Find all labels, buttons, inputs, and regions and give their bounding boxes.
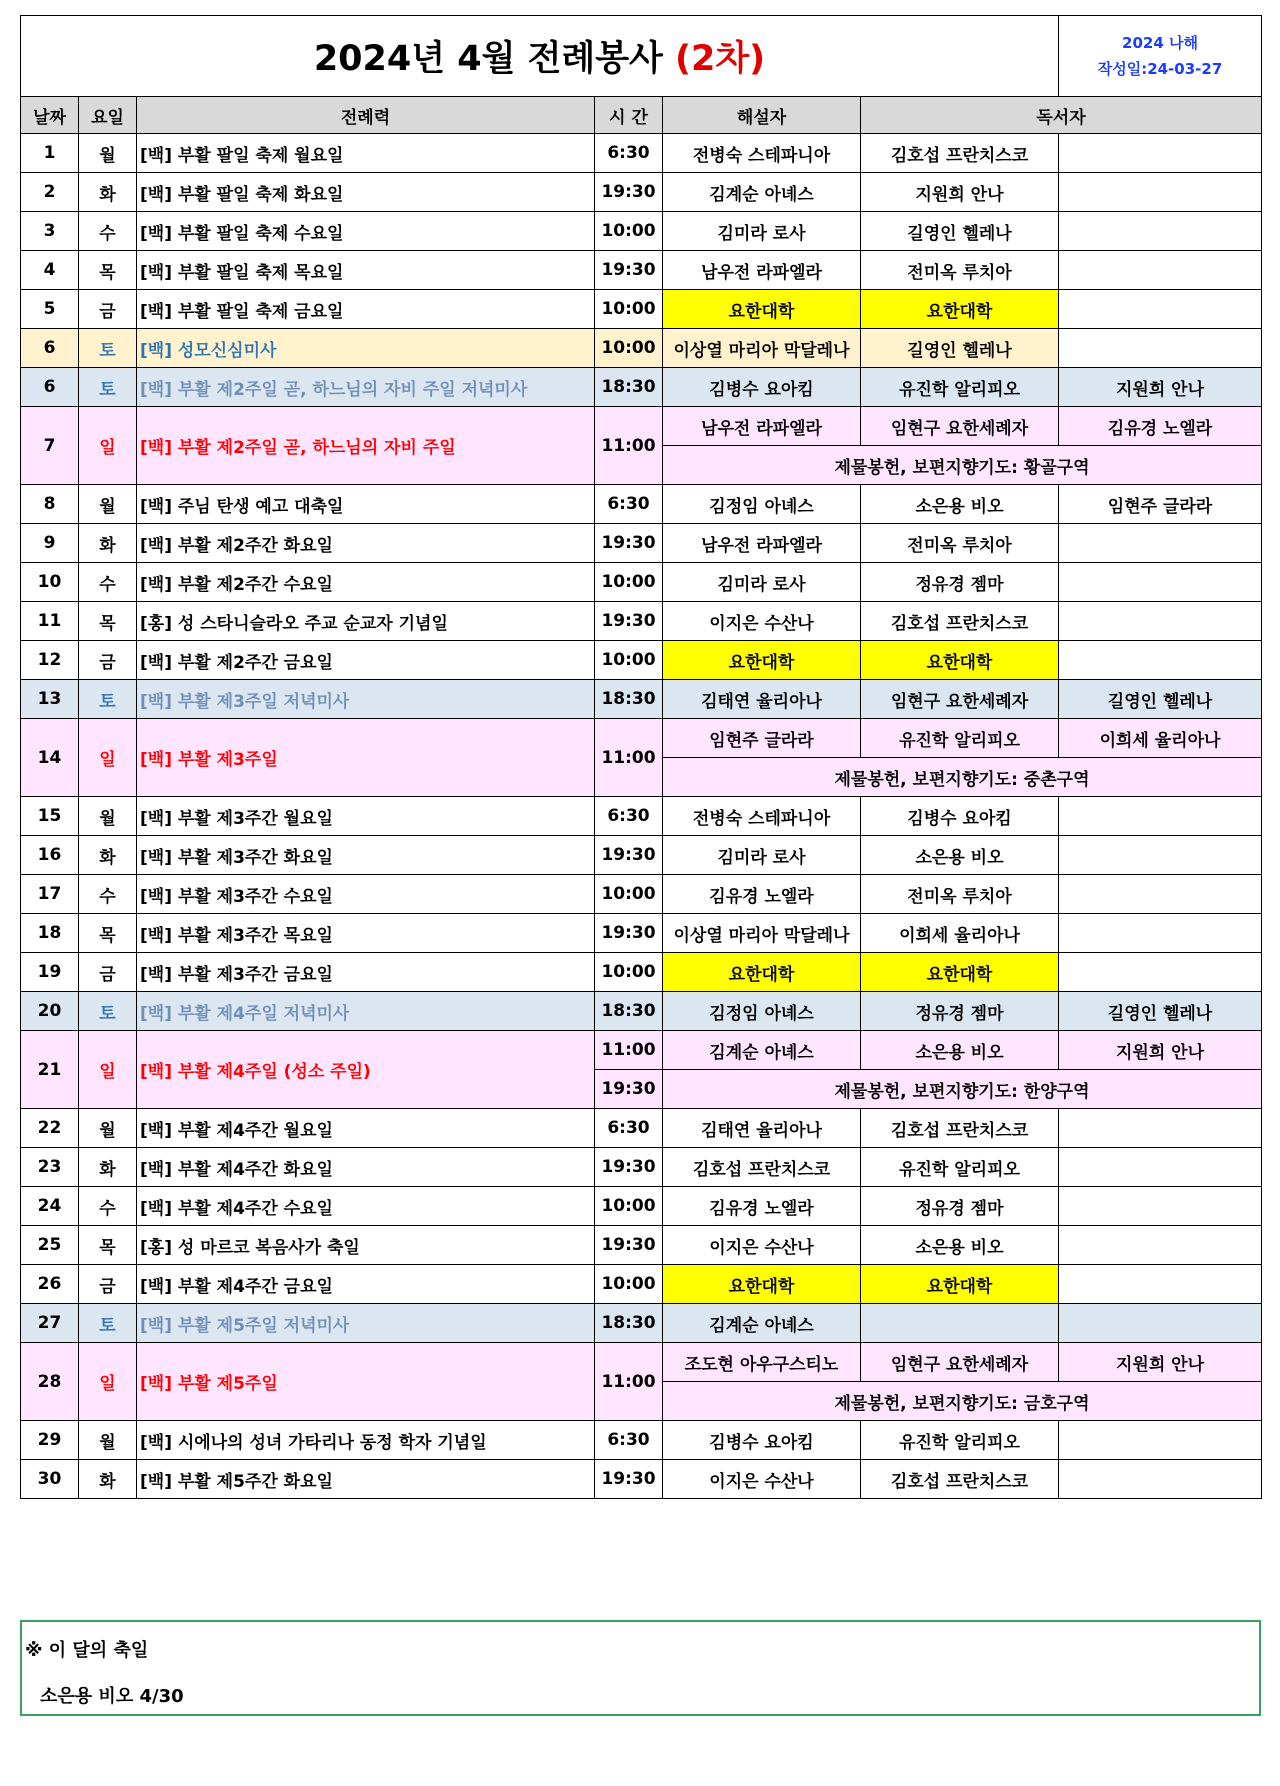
time-cell: 19:30 (595, 1226, 663, 1265)
date-cell: 24 (21, 1187, 79, 1226)
liturgy-cell: [백] 시에나의 성녀 가타리나 동정 학자 기념일 (137, 1421, 595, 1460)
reader2-cell (1059, 173, 1262, 212)
reader2-cell (1059, 563, 1262, 602)
reader1-cell: 김호섭 프란치스코 (861, 602, 1059, 641)
liturgy-cell: [백] 부활 팔일 축제 수요일 (137, 212, 595, 251)
commentator-cell: 전병숙 스테파니아 (663, 797, 861, 836)
table-row (21, 173, 1262, 212)
col-date: 날짜 (21, 97, 79, 134)
reader1-cell: 유진학 알리피오 (861, 368, 1059, 407)
table-row (21, 407, 1262, 446)
date-cell: 16 (21, 836, 79, 875)
commentator-cell: 김계순 아녜스 (663, 173, 861, 212)
reader1-cell: 소은용 비오 (861, 836, 1059, 875)
col-reader: 독서자 (861, 97, 1262, 134)
commentator-cell: 이지은 수산나 (663, 1460, 861, 1499)
meta-box (1059, 16, 1262, 97)
commentator-cell: 김유경 노엘라 (663, 1187, 861, 1226)
col-liturgy: 전례력 (137, 97, 595, 134)
weekday-cell: 수 (79, 1187, 137, 1226)
reader1-cell: 유진학 알리피오 (861, 1421, 1059, 1460)
reader2-cell: 길영인 헬레나 (1059, 680, 1262, 719)
weekday-cell: 화 (79, 173, 137, 212)
reader2-cell: 임현주 글라라 (1059, 485, 1262, 524)
weekday-cell: 목 (79, 251, 137, 290)
reader2-cell (1059, 1109, 1262, 1148)
commentator-cell: 요한대학 (663, 1265, 861, 1304)
liturgy-cell: [백] 부활 제4주간 월요일 (137, 1109, 595, 1148)
commentator-cell: 요한대학 (663, 290, 861, 329)
reader2-cell (1059, 1265, 1262, 1304)
time-cell: 10:00 (595, 1265, 663, 1304)
liturgy-cell: [백] 부활 제2주일 곧, 하느님의 자비 주일 저녁미사 (137, 368, 595, 407)
commentator-cell: 김계순 아녜스 (663, 1304, 861, 1343)
reader1-cell: 김호섭 프란치스코 (861, 1460, 1059, 1499)
liturgy-cell: [백] 부활 제4주간 화요일 (137, 1148, 595, 1187)
liturgy-cell: [백] 부활 제2주간 수요일 (137, 563, 595, 602)
date-cell: 17 (21, 875, 79, 914)
feast-box (20, 1620, 1261, 1716)
weekday-cell: 목 (79, 1226, 137, 1265)
reader1-cell: 김병수 요아킴 (861, 797, 1059, 836)
title-main: 2024년 4월 전례봉사 (313, 39, 663, 79)
table-row (21, 836, 1262, 875)
time-cell: 10:00 (595, 563, 663, 602)
reader1-cell: 김호섭 프란치스코 (861, 134, 1059, 173)
table-row (21, 251, 1262, 290)
date-cell: 22 (21, 1109, 79, 1148)
date-cell: 8 (21, 485, 79, 524)
time-cell: 18:30 (595, 1304, 663, 1343)
reader2-cell (1059, 602, 1262, 641)
time-cell: 19:30 (595, 173, 663, 212)
reader2-cell (1059, 290, 1262, 329)
commentator-cell: 임현주 글라라 (663, 719, 861, 758)
commentator-cell: 김정임 아녜스 (663, 485, 861, 524)
date-cell: 30 (21, 1460, 79, 1499)
liturgy-cell: [백] 부활 제5주일 (137, 1343, 595, 1421)
reader2-cell (1059, 212, 1262, 251)
liturgy-cell: [백] 부활 제5주간 화요일 (137, 1460, 595, 1499)
reader1-cell: 임현구 요한세례자 (861, 1343, 1059, 1382)
col-time: 시 간 (595, 97, 663, 134)
liturgy-cell: [백] 부활 제3주간 월요일 (137, 797, 595, 836)
liturgical-year: 2024 나해 (1122, 34, 1198, 52)
offering-note-cell: 제물봉헌, 보편지향기도: 한양구역 (663, 1070, 1262, 1109)
weekday-cell: 화 (79, 524, 137, 563)
reader1-cell: 임현구 요한세례자 (861, 680, 1059, 719)
reader2-cell (1059, 836, 1262, 875)
reader1-cell: 김호섭 프란치스코 (861, 1109, 1059, 1148)
weekday-cell: 화 (79, 836, 137, 875)
liturgy-cell: [백] 부활 제4주일 저녁미사 (137, 992, 595, 1031)
reader2-cell: 길영인 헬레나 (1059, 992, 1262, 1031)
table-row (21, 680, 1262, 719)
weekday-cell: 일 (79, 719, 137, 797)
table-row (21, 602, 1262, 641)
time-cell: 6:30 (595, 797, 663, 836)
table-row (21, 134, 1262, 173)
reader2-cell (1059, 251, 1262, 290)
commentator-cell: 남우전 라파엘라 (663, 251, 861, 290)
feast-entry: 소은용 비오 4/30 (40, 1686, 184, 1707)
weekday-cell: 토 (79, 992, 137, 1031)
time-cell: 18:30 (595, 368, 663, 407)
reader2-cell (1059, 329, 1262, 368)
weekday-cell: 수 (79, 875, 137, 914)
table-row (21, 524, 1262, 563)
commentator-cell: 김미라 로사 (663, 212, 861, 251)
table-row (21, 290, 1262, 329)
liturgy-cell: [홍] 성 스타니슬라오 주교 순교자 기념일 (137, 602, 595, 641)
table-row (21, 914, 1262, 953)
date-cell: 27 (21, 1304, 79, 1343)
time-cell: 6:30 (595, 134, 663, 173)
date-cell: 23 (21, 1148, 79, 1187)
liturgy-cell: [홍] 성 마르코 복음사가 축일 (137, 1226, 595, 1265)
liturgy-cell: [백] 부활 제3주간 금요일 (137, 953, 595, 992)
reader1-cell: 요한대학 (861, 641, 1059, 680)
time-cell: 11:00 (595, 719, 663, 797)
reader2-cell (1059, 1226, 1262, 1265)
table-row (21, 329, 1262, 368)
commentator-cell: 김태연 율리아나 (663, 680, 861, 719)
offering-note-cell: 제물봉헌, 보편지향기도: 황골구역 (663, 446, 1262, 485)
commentator-cell: 김계순 아녜스 (663, 1031, 861, 1070)
weekday-cell: 목 (79, 602, 137, 641)
table-row (21, 485, 1262, 524)
reader1-cell: 유진학 알리피오 (861, 719, 1059, 758)
column-header-row (21, 97, 1262, 134)
commentator-cell: 김유경 노엘라 (663, 875, 861, 914)
liturgy-cell: [백] 부활 팔일 축제 목요일 (137, 251, 595, 290)
time-cell: 19:30 (595, 1070, 663, 1109)
col-dow: 요일 (79, 97, 137, 134)
weekday-cell: 일 (79, 407, 137, 485)
time-cell: 6:30 (595, 1109, 663, 1148)
time-cell: 19:30 (595, 1148, 663, 1187)
weekday-cell: 일 (79, 1343, 137, 1421)
table-row (21, 212, 1262, 251)
reader1-cell: 지원희 안나 (861, 173, 1059, 212)
time-cell: 11:00 (595, 1031, 663, 1070)
time-cell: 10:00 (595, 290, 663, 329)
weekday-cell: 수 (79, 212, 137, 251)
liturgy-cell: [백] 성모신심미사 (137, 329, 595, 368)
time-cell: 19:30 (595, 914, 663, 953)
reader1-cell: 요한대학 (861, 290, 1059, 329)
date-cell: 25 (21, 1226, 79, 1265)
weekday-cell: 화 (79, 1460, 137, 1499)
date-cell: 4 (21, 251, 79, 290)
weekday-cell: 수 (79, 563, 137, 602)
time-cell: 19:30 (595, 1460, 663, 1499)
reader2-cell (1059, 524, 1262, 563)
table-row (21, 1421, 1262, 1460)
table-row (21, 1187, 1262, 1226)
commentator-cell: 조도현 아우구스티노 (663, 1343, 861, 1382)
table-row (21, 1343, 1262, 1382)
time-cell: 10:00 (595, 641, 663, 680)
commentator-cell: 김미라 로사 (663, 563, 861, 602)
date-cell: 6 (21, 368, 79, 407)
reader2-cell: 김유경 노엘라 (1059, 407, 1262, 446)
reader1-cell: 전미옥 루치아 (861, 251, 1059, 290)
schedule-sheet (20, 15, 1261, 1499)
weekday-cell: 금 (79, 953, 137, 992)
reader2-cell (1059, 1304, 1262, 1343)
table-row (21, 1304, 1262, 1343)
liturgy-cell: [백] 부활 팔일 축제 월요일 (137, 134, 595, 173)
commentator-cell: 김병수 요아킴 (663, 368, 861, 407)
weekday-cell: 월 (79, 485, 137, 524)
commentator-cell: 요한대학 (663, 641, 861, 680)
time-cell: 18:30 (595, 680, 663, 719)
reader1-cell: 유진학 알리피오 (861, 1148, 1059, 1187)
weekday-cell: 월 (79, 1109, 137, 1148)
table-row (21, 719, 1262, 758)
commentator-cell: 남우전 라파엘라 (663, 524, 861, 563)
date-cell: 7 (21, 407, 79, 485)
weekday-cell: 화 (79, 1148, 137, 1187)
reader2-cell (1059, 914, 1262, 953)
table-row (21, 563, 1262, 602)
liturgy-cell: [백] 부활 제2주간 화요일 (137, 524, 595, 563)
table-row (21, 1031, 1262, 1070)
time-cell: 11:00 (595, 407, 663, 485)
date-cell: 20 (21, 992, 79, 1031)
liturgy-cell: [백] 부활 제5주일 저녁미사 (137, 1304, 595, 1343)
reader1-cell: 길영인 헬레나 (861, 212, 1059, 251)
table-row (21, 641, 1262, 680)
date-cell: 3 (21, 212, 79, 251)
reader2-cell (1059, 1187, 1262, 1226)
time-cell: 10:00 (595, 875, 663, 914)
commentator-cell: 김미라 로사 (663, 836, 861, 875)
time-cell: 18:30 (595, 992, 663, 1031)
date-cell: 26 (21, 1265, 79, 1304)
reader1-cell: 전미옥 루치아 (861, 524, 1059, 563)
commentator-cell: 김호섭 프란치스코 (663, 1148, 861, 1187)
offering-note-cell: 제물봉헌, 보편지향기도: 중촌구역 (663, 758, 1262, 797)
feast-heading: ※ 이 달의 축일 (25, 1640, 149, 1661)
reader1-cell: 요한대학 (861, 953, 1059, 992)
table-row (21, 1265, 1262, 1304)
reader2-cell (1059, 875, 1262, 914)
weekday-cell: 월 (79, 134, 137, 173)
date-cell: 11 (21, 602, 79, 641)
schedule-table (20, 15, 1262, 1499)
time-cell: 11:00 (595, 1343, 663, 1421)
reader2-cell (1059, 1421, 1262, 1460)
weekday-cell: 토 (79, 368, 137, 407)
time-cell: 10:00 (595, 329, 663, 368)
date-cell: 28 (21, 1343, 79, 1421)
reader2-cell: 지원희 안나 (1059, 1031, 1262, 1070)
time-cell: 19:30 (595, 251, 663, 290)
liturgy-cell: [백] 부활 제3주간 목요일 (137, 914, 595, 953)
table-row (21, 992, 1262, 1031)
table-row (21, 875, 1262, 914)
date-cell: 18 (21, 914, 79, 953)
page-title (21, 16, 1059, 97)
reader1-cell: 정유경 젬마 (861, 992, 1059, 1031)
time-cell: 10:00 (595, 1187, 663, 1226)
reader1-cell: 정유경 젬마 (861, 563, 1059, 602)
weekday-cell: 금 (79, 290, 137, 329)
liturgy-cell: [백] 부활 제3주간 화요일 (137, 836, 595, 875)
liturgy-cell: [백] 부활 제3주일 (137, 719, 595, 797)
table-row (21, 797, 1262, 836)
reader1-cell: 전미옥 루치아 (861, 875, 1059, 914)
commentator-cell: 이상열 마리아 막달레나 (663, 914, 861, 953)
date-cell: 2 (21, 173, 79, 212)
date-cell: 15 (21, 797, 79, 836)
reader2-cell (1059, 641, 1262, 680)
liturgy-cell: [백] 부활 팔일 축제 화요일 (137, 173, 595, 212)
created-date: 작성일:24-03-27 (1097, 60, 1223, 78)
liturgy-cell: [백] 주님 탄생 예고 대축일 (137, 485, 595, 524)
date-cell: 29 (21, 1421, 79, 1460)
commentator-cell: 이상열 마리아 막달레나 (663, 329, 861, 368)
weekday-cell: 금 (79, 641, 137, 680)
liturgy-cell: [백] 부활 제4주간 금요일 (137, 1265, 595, 1304)
reader2-cell (1059, 134, 1262, 173)
liturgy-cell: [백] 부활 팔일 축제 금요일 (137, 290, 595, 329)
table-row (21, 953, 1262, 992)
commentator-cell: 전병숙 스테파니아 (663, 134, 861, 173)
commentator-cell: 남우전 라파엘라 (663, 407, 861, 446)
date-cell: 5 (21, 290, 79, 329)
reader2-cell: 지원희 안나 (1059, 1343, 1262, 1382)
reader2-cell (1059, 1460, 1262, 1499)
weekday-cell: 일 (79, 1031, 137, 1109)
weekday-cell: 금 (79, 1265, 137, 1304)
date-cell: 12 (21, 641, 79, 680)
date-cell: 19 (21, 953, 79, 992)
reader1-cell: 임현구 요한세례자 (861, 407, 1059, 446)
time-cell: 6:30 (595, 1421, 663, 1460)
commentator-cell: 김정임 아녜스 (663, 992, 861, 1031)
commentator-cell: 김태연 율리아나 (663, 1109, 861, 1148)
table-row (21, 1148, 1262, 1187)
time-cell: 19:30 (595, 836, 663, 875)
table-row (21, 1460, 1262, 1499)
reader2-cell (1059, 1148, 1262, 1187)
time-cell: 19:30 (595, 602, 663, 641)
reader1-cell (861, 1304, 1059, 1343)
weekday-cell: 토 (79, 329, 137, 368)
reader1-cell: 이희세 율리아나 (861, 914, 1059, 953)
weekday-cell: 토 (79, 680, 137, 719)
reader2-cell: 이희세 율리아나 (1059, 719, 1262, 758)
reader2-cell (1059, 953, 1262, 992)
time-cell: 6:30 (595, 485, 663, 524)
commentator-cell: 요한대학 (663, 953, 861, 992)
liturgy-cell: [백] 부활 제2주일 곧, 하느님의 자비 주일 (137, 407, 595, 485)
liturgy-cell: [백] 부활 제3주간 수요일 (137, 875, 595, 914)
reader1-cell: 소은용 비오 (861, 485, 1059, 524)
liturgy-cell: [백] 부활 제3주일 저녁미사 (137, 680, 595, 719)
reader1-cell: 길영인 헬레나 (861, 329, 1059, 368)
time-cell: 10:00 (595, 953, 663, 992)
commentator-cell: 이지은 수산나 (663, 602, 861, 641)
reader2-cell: 지원희 안나 (1059, 368, 1262, 407)
col-commentator: 해설자 (663, 97, 861, 134)
title-sub: (2차) (675, 39, 766, 79)
date-cell: 6 (21, 329, 79, 368)
reader2-cell (1059, 797, 1262, 836)
liturgy-cell: [백] 부활 제4주간 수요일 (137, 1187, 595, 1226)
weekday-cell: 토 (79, 1304, 137, 1343)
reader1-cell: 요한대학 (861, 1265, 1059, 1304)
commentator-cell: 김병수 요아킴 (663, 1421, 861, 1460)
date-cell: 13 (21, 680, 79, 719)
reader1-cell: 소은용 비오 (861, 1226, 1059, 1265)
date-cell: 1 (21, 134, 79, 173)
reader1-cell: 정유경 젬마 (861, 1187, 1059, 1226)
table-row (21, 1226, 1262, 1265)
liturgy-cell: [백] 부활 제4주일 (성소 주일) (137, 1031, 595, 1109)
reader1-cell: 소은용 비오 (861, 1031, 1059, 1070)
date-cell: 14 (21, 719, 79, 797)
date-cell: 10 (21, 563, 79, 602)
liturgy-cell: [백] 부활 제2주간 금요일 (137, 641, 595, 680)
weekday-cell: 목 (79, 914, 137, 953)
weekday-cell: 월 (79, 797, 137, 836)
table-row (21, 368, 1262, 407)
date-cell: 9 (21, 524, 79, 563)
date-cell: 21 (21, 1031, 79, 1109)
offering-note-cell: 제물봉헌, 보편지향기도: 금호구역 (663, 1382, 1262, 1421)
time-cell: 10:00 (595, 212, 663, 251)
time-cell: 19:30 (595, 524, 663, 563)
weekday-cell: 월 (79, 1421, 137, 1460)
commentator-cell: 이지은 수산나 (663, 1226, 861, 1265)
table-row (21, 1109, 1262, 1148)
